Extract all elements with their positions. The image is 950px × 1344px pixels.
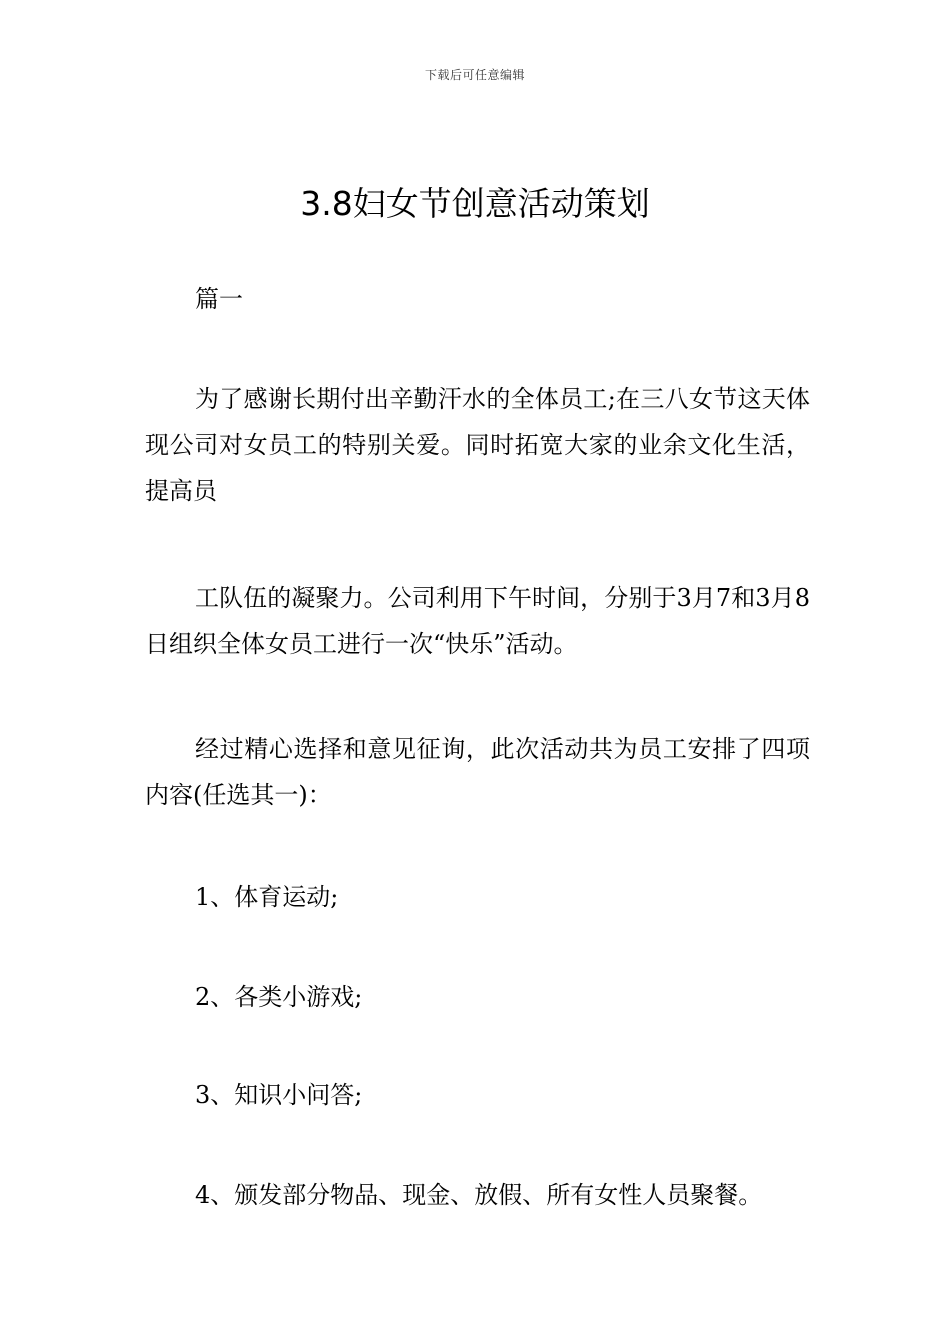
paragraph-intro: 为了感谢长期付出辛勤汗水的全体员工;在三八女节这天体现公司对女员工的特别关爱。同时拓宽大家的业余文化生活，提高员 <box>145 385 810 505</box>
paragraph-activities-intro: 经过精心选择和意见征询，此次活动共为员工安排了四项内容(任选其一)： <box>145 735 810 809</box>
list-item-quiz: 3、知识小问答; <box>195 1081 363 1109</box>
list-item-games: 2、各类小游戏; <box>195 983 363 1011</box>
header-note: 下载后可任意编辑 <box>424 68 525 82</box>
list-item-gifts: 4、颁发部分物品、现金、放假、所有女性人员聚餐。 <box>195 1181 763 1209</box>
document-title: 3.8妇女节创意活动策划 <box>300 184 650 223</box>
section-heading: 篇一 <box>195 285 243 313</box>
list-item-sports: 1、体育运动; <box>195 883 339 911</box>
paragraph-schedule: 工队伍的凝聚力。公司利用下午时间，分别于3月7和3月8日组织全体女员工进行一次“快乐”活动。 <box>145 584 810 658</box>
